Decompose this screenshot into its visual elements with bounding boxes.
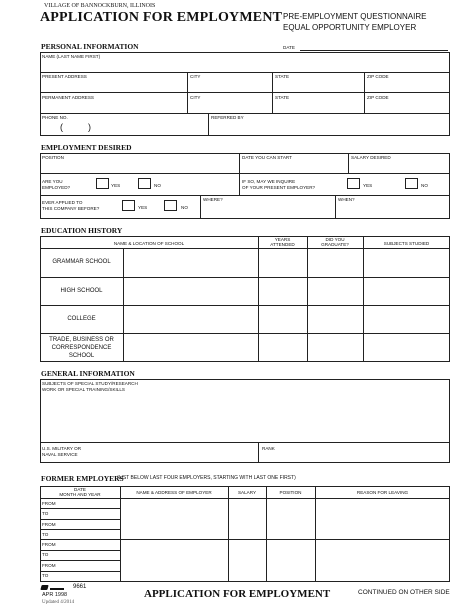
- publisher-logo-icon: [40, 585, 48, 590]
- permanent-address-field[interactable]: [40, 101, 187, 113]
- from-label-4: FROM: [42, 563, 56, 568]
- present-city-field[interactable]: [188, 80, 272, 92]
- permanent-address-label: PERMANENT ADDRESS: [42, 95, 94, 100]
- publisher-mark-icon: [50, 585, 64, 590]
- continued-note: CONTINUED ON OTHER SIDE: [358, 589, 450, 596]
- edu-col-subjects: SUBJECTS STUDIED: [383, 241, 430, 246]
- from-label-3: FROM: [42, 542, 56, 547]
- applied-yes-label: YES: [138, 205, 148, 210]
- subjects-label: SUBJECTS OF SPECIAL STUDY/RESEARCH: [42, 381, 138, 386]
- edu-row-trade: TRADE, BUSINESS OR CORRESPONDENCE SCHOOL: [49, 337, 114, 359]
- skills-field[interactable]: [40, 393, 450, 442]
- date-start-label: DATE YOU CAN START: [242, 155, 292, 160]
- military-label-1: U.S. MILITARY OR: [42, 446, 82, 451]
- edu-col-grad-1: DID YOU: [325, 237, 345, 242]
- employed-no-checkbox[interactable]: [138, 178, 151, 189]
- reason-2-field[interactable]: [316, 540, 450, 582]
- employed-yes-checkbox[interactable]: [96, 178, 109, 189]
- present-zip-label: ZIP CODE: [367, 74, 389, 79]
- to-label-1: TO: [42, 511, 49, 516]
- edu-row-grammar: GRAMMAR SCHOOL: [52, 259, 111, 265]
- applied-no-checkbox[interactable]: [164, 200, 177, 211]
- permanent-city-label: CITY: [190, 95, 201, 100]
- permanent-zip-field[interactable]: [365, 101, 450, 113]
- employed-no-label: NO: [154, 183, 161, 188]
- where-field[interactable]: [201, 203, 335, 218]
- referred-by-field[interactable]: [209, 121, 450, 135]
- military-label-2: NAVAL SERVICE: [42, 452, 78, 457]
- are-you-label: ARE YOU: [42, 179, 63, 184]
- to-label-2: TO: [42, 532, 49, 537]
- phone-field[interactable]: [40, 121, 208, 135]
- date-label: DATE: [283, 45, 295, 50]
- referred-by-label: REFERRED BY: [211, 115, 244, 120]
- employed-yes-label: YES: [111, 183, 121, 188]
- eoe-label: EQUAL OPPORTUNITY EMPLOYER: [283, 23, 417, 32]
- present-city-label: CITY: [190, 74, 201, 79]
- applied-no-label: NO: [181, 205, 188, 210]
- edu-grammar-school-field[interactable]: [124, 249, 258, 277]
- applied-label-2: THIS COMPANY BEFORE?: [42, 206, 100, 211]
- reason-1-field[interactable]: [316, 499, 450, 539]
- phone-label: PHONE NO.: [42, 115, 68, 120]
- date-line: [300, 50, 448, 51]
- employer-1-field[interactable]: [121, 499, 228, 539]
- position-field[interactable]: [40, 161, 239, 173]
- form-number: 9661: [73, 584, 87, 590]
- former-col-position: POSITION: [279, 490, 302, 495]
- edu-high-school-field[interactable]: [124, 278, 258, 305]
- form-updated: Updated 4/2014: [42, 600, 75, 605]
- inquire-yes-label: YES: [363, 183, 373, 188]
- former-col-reason: REASON FOR LEAVING: [356, 490, 409, 495]
- present-address-label: PRESENT ADDRESS: [42, 74, 87, 79]
- applied-label-1: EVER APPLIED TO: [42, 200, 83, 205]
- former-col-date-1: DATE: [74, 487, 86, 492]
- footer-title: APPLICATION FOR EMPLOYMENT: [144, 588, 331, 600]
- form-date: APR 1998: [42, 592, 68, 598]
- military-field[interactable]: [90, 443, 258, 463]
- to-label-4: TO: [42, 573, 49, 578]
- position-label: POSITION: [42, 155, 64, 160]
- present-address-field[interactable]: [40, 80, 187, 92]
- phone-area-code: ( ): [60, 122, 91, 132]
- employer-2-field[interactable]: [121, 540, 228, 582]
- general-heading: GENERAL INFORMATION: [41, 369, 135, 378]
- permanent-city-field[interactable]: [188, 101, 272, 113]
- village-name: VILLAGE OF BANNOCKBURN, ILLINOIS: [44, 3, 156, 9]
- name-field[interactable]: [40, 60, 450, 72]
- employed-label: EMPLOYED?: [42, 185, 71, 190]
- permanent-zip-label: ZIP CODE: [367, 95, 389, 100]
- present-zip-field[interactable]: [365, 80, 450, 92]
- salary-desired-label: SALARY DESIRED: [351, 155, 391, 160]
- former-col-name: NAME & ADDRESS OF EMPLOYER: [136, 490, 212, 495]
- edu-row-highschool: HIGH SCHOOL: [60, 288, 103, 294]
- questionnaire-label: PRE-EMPLOYMENT QUESTIONNAIRE: [283, 12, 427, 21]
- edu-col-school: NAME & LOCATION OF SCHOOL: [113, 241, 185, 246]
- former-col-date-2: MONTH AND YEAR: [59, 492, 101, 497]
- when-field[interactable]: [336, 203, 450, 218]
- personal-heading: PERSONAL INFORMATION: [41, 42, 139, 51]
- present-state-field[interactable]: [273, 80, 364, 92]
- where-label: WHERE?: [203, 197, 223, 202]
- former-heading: FORMER EMPLOYERS: [41, 474, 124, 483]
- from-label-2: FROM: [42, 522, 56, 527]
- edu-trade-school-field[interactable]: [124, 334, 258, 362]
- applied-yes-checkbox[interactable]: [122, 200, 135, 211]
- inquire-yes-checkbox[interactable]: [347, 178, 360, 189]
- training-label: WORK OR SPECIAL TRAINING/SKILLS: [42, 387, 125, 392]
- employment-heading: EMPLOYMENT DESIRED: [41, 143, 132, 152]
- to-label-3: TO: [42, 552, 49, 557]
- date-start-field[interactable]: [240, 161, 348, 173]
- inquire-label-2: OF YOUR PRESENT EMPLOYER?: [242, 185, 316, 190]
- education-heading: EDUCATION HISTORY: [41, 226, 123, 235]
- rank-field[interactable]: [280, 443, 450, 463]
- name-label: NAME (LAST NAME FIRST): [42, 54, 101, 59]
- edu-col-years-1: YEARS: [274, 237, 291, 242]
- edu-col-grad-2: GRADUATE?: [321, 242, 349, 247]
- inquire-label-1: IF SO, MAY WE INQUIRE: [242, 179, 296, 184]
- former-instruction: (LIST BELOW LAST FOUR EMPLOYERS, STARTING WITH LAST ONE FIRST): [117, 475, 296, 481]
- inquire-no-checkbox[interactable]: [405, 178, 418, 189]
- from-label-1: FROM: [42, 501, 56, 506]
- form-title: APPLICATION FOR EMPLOYMENT: [40, 10, 283, 25]
- present-state-label: STATE: [275, 74, 290, 79]
- rank-label: RANK: [262, 446, 275, 451]
- edu-row-college: COLLEGE: [67, 316, 96, 322]
- salary-desired-field[interactable]: [349, 161, 450, 173]
- edu-col-years-2: ATTENDED: [270, 242, 295, 247]
- permanent-state-label: STATE: [275, 95, 290, 100]
- permanent-state-field[interactable]: [273, 101, 364, 113]
- inquire-no-label: NO: [421, 183, 428, 188]
- edu-college-field[interactable]: [124, 306, 258, 333]
- when-label: WHEN?: [338, 197, 355, 202]
- former-col-salary: SALARY: [237, 490, 257, 495]
- date-field[interactable]: [300, 43, 448, 50]
